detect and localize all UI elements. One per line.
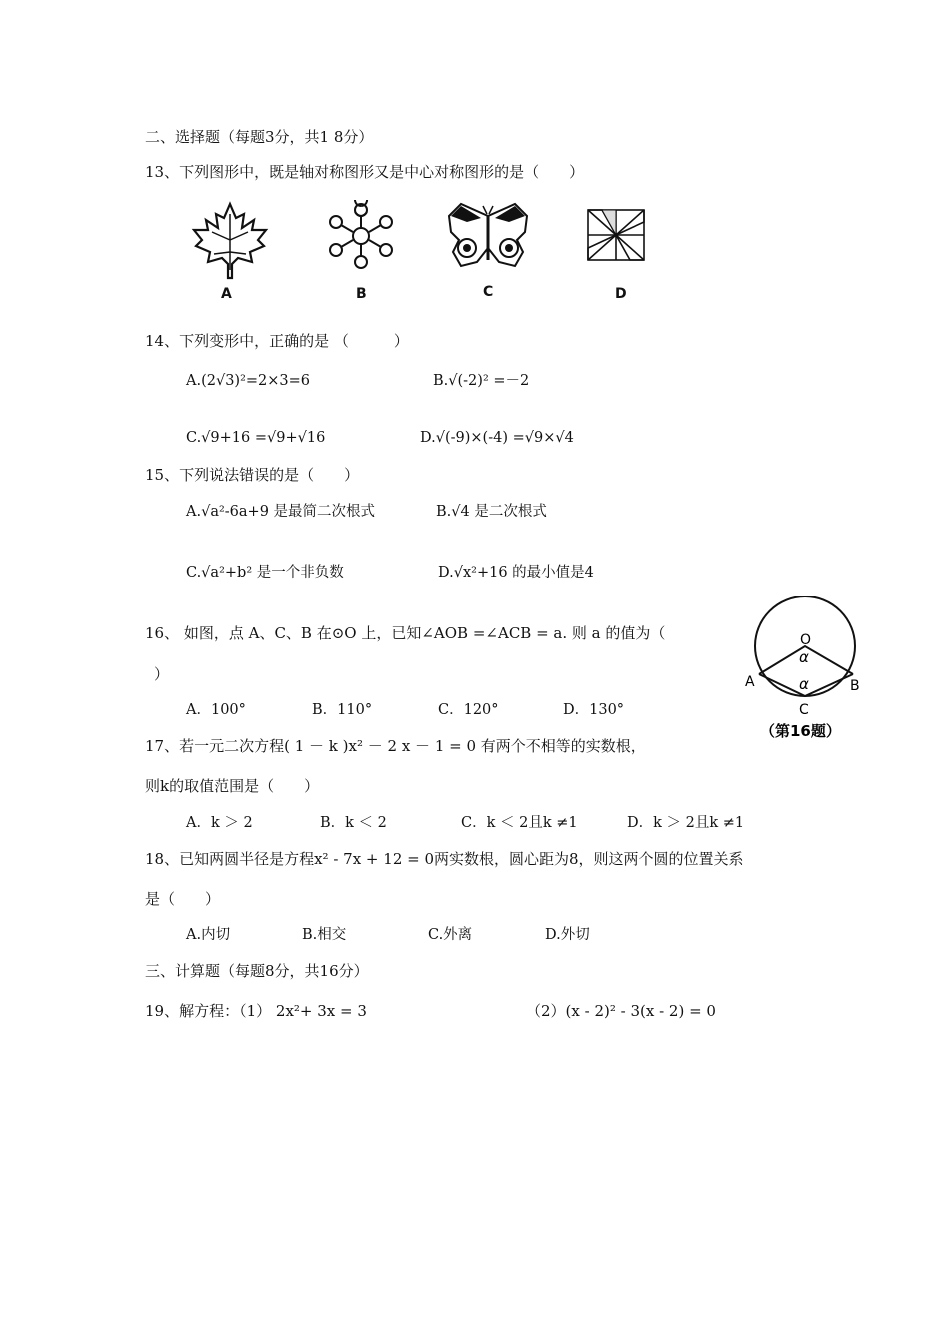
q17-option-c: C．k ＜ 2且k ≠1 [461,815,578,831]
q14-option-b: B.√(-2)² =－2 [433,373,530,389]
q15-stem: 15、下列说法错误的是（ ） [145,466,360,484]
q16-stem-continued: ） [154,665,170,683]
point-b-label: B [850,678,860,694]
q18-option-c: C.外离 [428,927,473,943]
angle-top-label: α [799,648,809,666]
q19-part-2: （2）(x - 2)² - 3(x - 2) = 0 [526,1002,716,1020]
q16-option-a: A．100° [186,702,246,718]
q15-option-b: B.√4 是二次根式 [436,504,547,520]
maple-leaf-figure [188,200,272,280]
q14-option-d: D.√(-9)×(-4) =√9×√4 [420,430,574,446]
q16-stem: 16、 如图，点 A、C、B 在⊙O 上，已知∠AOB =∠ACB = a. 则 a 的值为（ [145,624,666,642]
q15-option-a: A.√a²-6a+9 是最简二次根式 [186,504,376,520]
q18-stem-continued: 是（ ） [145,890,221,908]
q18-option-a: A.内切 [186,927,231,943]
figure-caption: （第16题） [760,722,841,740]
q15-option-c: C.√a²+b² 是一个非负数 [186,565,344,581]
figure-label-c: C [483,284,494,300]
q16-option-c: C．120° [438,702,499,718]
q17-option-d: D．k ＞ 2且k ≠1 [627,815,745,831]
q16-option-d: D．130° [563,702,625,718]
q14-option-a: A.(2√3)²=2×3=6 [186,373,311,389]
pinwheel-figure [582,204,650,264]
q14-option-c: C.√9+16 =√9+√16 [186,430,326,446]
section-3-title: 三、计算题（每题8分，共16分） [145,962,369,980]
snowflake-figure [323,200,399,272]
figure-label-b: B [356,286,367,302]
q17-stem: 17、若一元二次方程( 1 － k )x² － 2 x － 1 = 0 有两个不相等的实数根， [145,737,646,755]
figure-label-d: D [615,286,627,302]
section-2-title: 二、选择题（每题3分，共1 8分） [145,128,374,146]
butterfly-figure [447,202,529,272]
point-a-label: A [745,674,755,690]
q18-option-d: D.外切 [545,927,590,943]
point-o-label: O [800,632,812,648]
point-c-label: C [799,702,809,718]
q16-option-b: B．110° [312,702,373,718]
q17-option-a: A．k ＞ 2 [186,815,253,831]
angle-bottom-label: α [799,675,809,693]
q19-stem: 19、解方程：（1） 2x²+ 3x = 3 [145,1002,367,1020]
q14-stem: 14、下列变形中，正确的是 （ ） [145,332,409,350]
q18-stem: 18、已知两圆半径是方程x² - 7x + 12 = 0两实数根，圆心距为8，则这两个圆的位置关系 [145,850,744,868]
q17-stem-continued: 则k的取值范围是（ ） [145,777,320,795]
circle-figure [742,596,872,746]
q15-option-d: D.√x²+16 的最小值是4 [438,565,594,581]
q17-option-b: B．k ＜ 2 [320,815,387,831]
figure-label-a: A [221,286,232,302]
q18-option-b: B.相交 [302,927,347,943]
q13-stem: 13、下列图形中，既是轴对称图形又是中心对称图形的是（ ） [145,163,585,181]
